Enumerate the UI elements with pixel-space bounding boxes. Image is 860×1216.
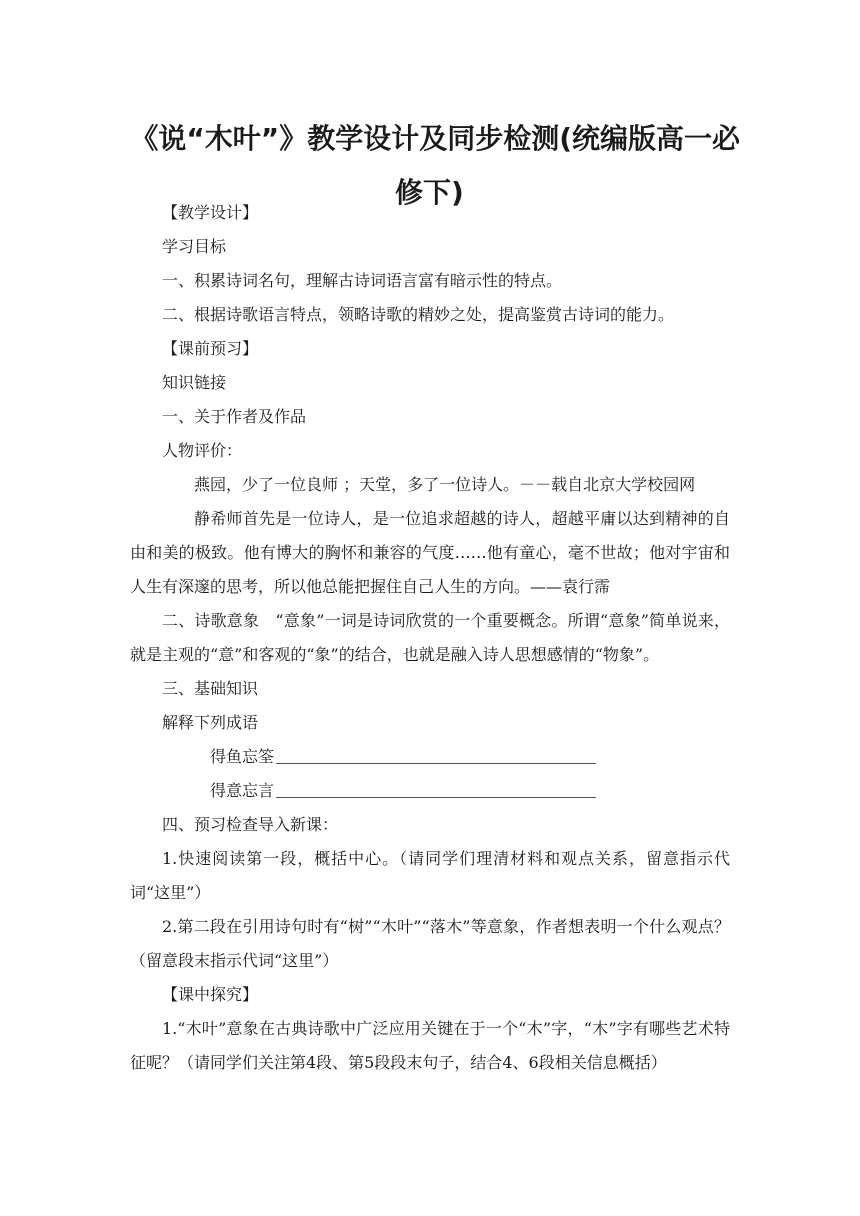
subheading-author-works: 一、关于作者及作品 <box>162 407 307 426</box>
title-line-1: 《说“木叶”》教学设计及同步检测(统编版高一必 <box>130 122 740 155</box>
label-character-review: 人物评价： <box>162 441 243 460</box>
answer-blank-1[interactable] <box>276 745 596 764</box>
section-heading-teaching-design: 【教学设计】 <box>162 203 259 222</box>
subheading-learning-goals: 学习目标 <box>162 237 227 256</box>
question-2: 2.第二段在引用诗句时有“树”“木叶”“落木”等意象，作者想表明一个什么观点？（留意段末指示代词“这里”） <box>130 917 730 970</box>
quote-paragraph-1: 燕园，少了一位良师 ；天堂，多了一位诗人。－－载自北京大学校园网 <box>194 475 696 494</box>
title-line-2: 修下) <box>395 176 464 209</box>
section-heading-in-class: 【课中探究】 <box>162 985 259 1004</box>
subheading-knowledge-link: 知识链接 <box>162 373 227 392</box>
idiom-text: 得鱼忘筌 <box>210 747 275 766</box>
document-body <box>130 196 730 1080</box>
answer-blank-2[interactable] <box>276 779 596 798</box>
in-class-question-1: 1.“木叶”意象在古典诗歌中广泛应用关键在于一个“木”字，“木”字有哪些艺术特征呢？（请同学们关注第4段、第5段段末句子，结合4、6段相关信息概括） <box>130 1019 730 1072</box>
goal-item-2: 二、根据诗歌语言特点，领略诗歌的精妙之处，提高鉴赏古诗词的能力。 <box>162 305 675 324</box>
imagery-paragraph: 二、诗歌意象 “意象”一词是诗词欣赏的一个重要概念。所谓“意象”简单说来，就是主观的“意”和客观的“象”的结合，也就是融入诗人思想感情的“物象”。 <box>130 611 730 664</box>
subheading-preview-check: 四、预习检查导入新课： <box>162 815 339 834</box>
idiom-item-2 <box>130 774 730 808</box>
idiom-text: 得意忘言 <box>210 781 275 800</box>
question-1: 1.快速阅读第一段，概括中心。（请同学们理清材料和观点关系，留意指示代词“这里”） <box>130 849 730 902</box>
section-heading-preview: 【课前预习】 <box>162 339 259 358</box>
instruction-explain-idioms: 解释下列成语 <box>162 713 259 732</box>
subheading-basic-knowledge: 三、基础知识 <box>162 679 259 698</box>
idiom-item-1 <box>130 740 730 774</box>
goal-item-1: 一、积累诗词名句，理解古诗词语言富有暗示性的特点。 <box>162 271 563 290</box>
quote-paragraph-2: 静希师首先是一位诗人，是一位追求超越的诗人，超越平庸以达到精神的自由和美的极致。他有博大的胸怀和兼容的气度……他有童心，毫不世故；他对宇宙和人生有深邃的思考，所以他总能把握住自己人生的方向。——袁行霈 <box>130 509 730 596</box>
